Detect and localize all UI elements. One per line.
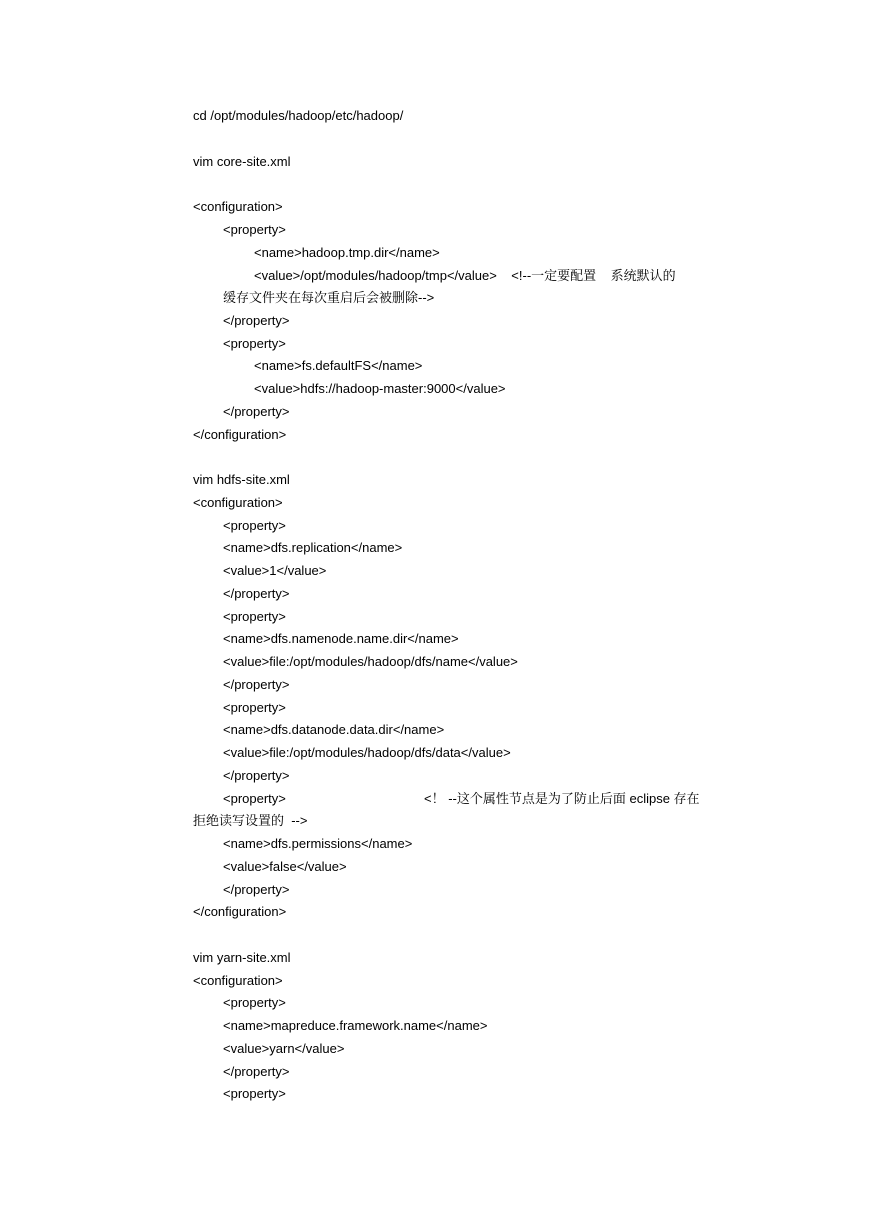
property-close-tag: </property>: [223, 677, 290, 692]
command-vim-yarn-site: vim yarn-site.xml: [193, 950, 291, 965]
property-close-tag: </property>: [223, 586, 290, 601]
property-open-tag: <property>: [223, 336, 286, 351]
property-close-tag: </property>: [223, 404, 290, 419]
property-open-tag: <property>: [223, 518, 286, 533]
command-cd: cd /opt/modules/hadoop/etc/hadoop/: [193, 108, 404, 123]
config-open-tag: <configuration>: [193, 199, 283, 214]
comment-continuation: 拒绝读写设置的 -->: [193, 813, 308, 828]
property-close-tag: </property>: [223, 313, 290, 328]
name-tag: <name>mapreduce.framework.name</name>: [223, 1018, 488, 1033]
value-tag: <value>false</value>: [223, 859, 347, 874]
property-open-tag: <property>: [223, 1086, 286, 1101]
value-tag: <value>file:/opt/modules/hadoop/dfs/data</value>: [223, 745, 511, 760]
value-tag: <value>yarn</value>: [223, 1041, 345, 1056]
property-close-tag: </property>: [223, 768, 290, 783]
command-vim-hdfs-site: vim hdfs-site.xml: [193, 472, 290, 487]
property-open-tag: <property>: [223, 791, 286, 806]
config-open-tag: <configuration>: [193, 495, 283, 510]
name-tag: <name>dfs.datanode.data.dir</name>: [223, 722, 445, 737]
value-tag: <value>hdfs://hadoop-master:9000</value>: [254, 381, 506, 396]
name-tag: <name>hadoop.tmp.dir</name>: [254, 245, 440, 260]
property-open-tag: <property>: [223, 700, 286, 715]
value-tag: <value>file:/opt/modules/hadoop/dfs/name</value>: [223, 654, 518, 669]
name-tag: <name>dfs.namenode.name.dir</name>: [223, 631, 459, 646]
inline-comment: <！ --这个属性节点是为了防止后面 eclipse 存在: [424, 791, 700, 806]
property-close-tag: </property>: [223, 882, 290, 897]
property-open-tag: <property>: [223, 609, 286, 624]
name-tag: <name>fs.defaultFS</name>: [254, 358, 423, 373]
value-tag: <value>1</value>: [223, 563, 327, 578]
command-vim-core-site: vim core-site.xml: [193, 154, 291, 169]
config-close-tag: </configuration>: [193, 427, 287, 442]
name-tag: <name>dfs.replication</name>: [223, 540, 403, 555]
value-tag-with-comment: <value>/opt/modules/hadoop/tmp</value> <!--一定要配置 系统默认的: [254, 268, 676, 283]
property-close-tag: </property>: [223, 1064, 290, 1079]
config-open-tag: <configuration>: [193, 973, 283, 988]
name-tag: <name>dfs.permissions</name>: [223, 836, 413, 851]
comment-continuation: 缓存文件夹在每次重启后会被删除-->: [223, 290, 435, 305]
property-open-tag: <property>: [223, 995, 286, 1010]
config-close-tag: </configuration>: [193, 904, 287, 919]
property-open-tag: <property>: [223, 222, 286, 237]
